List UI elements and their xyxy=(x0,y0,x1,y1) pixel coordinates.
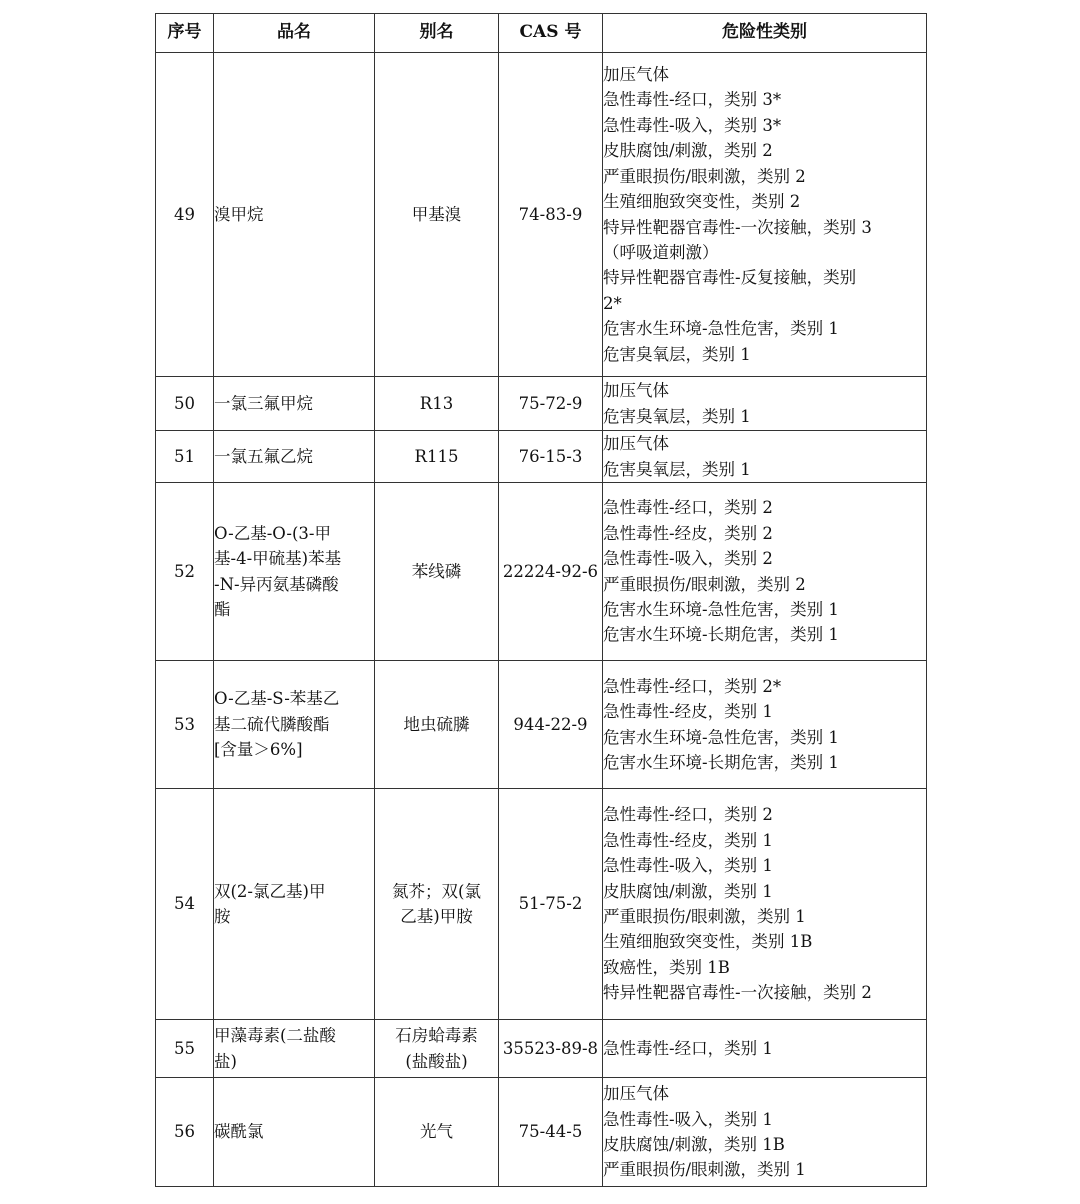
product-name-cell xyxy=(214,53,375,377)
product-name-line: O-乙基-S-苯基乙 xyxy=(214,689,340,709)
hazard-category-cell xyxy=(603,661,927,789)
product-name-line: 胺 xyxy=(214,907,231,926)
product-name-line: 碳酰氯 xyxy=(214,1122,264,1142)
header-hazard: 危险性类别 xyxy=(603,14,927,53)
hazard-category-line: 特异性靶器官毒性-反复接触，类别 xyxy=(603,268,857,288)
row-number-cell: 55 xyxy=(156,1020,214,1078)
table-row xyxy=(156,661,927,789)
hazard-category-line: 急性毒性-经皮，类别 1 xyxy=(603,702,773,722)
hazard-category-line: 危害水生环境-急性危害，类别 1 xyxy=(603,727,839,747)
product-name-cell xyxy=(214,1020,375,1078)
hazard-category-line: 危害臭氧层，类别 1 xyxy=(603,459,751,479)
product-name-line: 溴甲烷 xyxy=(214,204,264,224)
hazard-category-cell xyxy=(603,1020,927,1078)
table-row xyxy=(156,53,927,377)
row-number-cell: 54 xyxy=(156,789,214,1020)
alias-line: 地虫硫膦 xyxy=(403,714,470,734)
hazard-category-line: 急性毒性-吸入，类别 2 xyxy=(603,549,773,569)
product-name-line: 一氯五氟乙烷 xyxy=(214,446,313,466)
hazard-category-line: 皮肤腐蚀/刺激，类别 1B xyxy=(603,1135,785,1154)
cas-number-cell: 944-22-9 xyxy=(499,661,603,789)
hazard-category-line: 急性毒性-吸入，类别 1 xyxy=(603,1109,773,1129)
hazard-category-cell xyxy=(603,789,927,1020)
hazard-category-line: 急性毒性-经皮，类别 2 xyxy=(603,523,773,543)
table-row xyxy=(156,431,927,483)
product-name-line: 基-4-甲硫基)苯基 xyxy=(214,549,342,569)
product-name-cell xyxy=(214,483,375,661)
product-name-line: 酯 xyxy=(214,599,231,619)
hazard-category-line: 2* xyxy=(603,293,622,313)
cas-number-cell: 74-83-9 xyxy=(499,53,603,377)
table-row xyxy=(156,789,927,1020)
table-row xyxy=(156,1078,927,1187)
alias-line: 乙基)甲胺 xyxy=(400,907,473,926)
alias-cell xyxy=(375,661,499,789)
cas-number-cell: 51-75-2 xyxy=(499,789,603,1020)
hazard-category-line: 急性毒性-吸入，类别 3* xyxy=(603,115,782,135)
table-body xyxy=(156,53,927,1187)
product-name-line: 一氯三氟甲烷 xyxy=(214,393,313,413)
product-name-cell xyxy=(214,377,375,431)
hazard-category-line: 加压气体 xyxy=(603,1084,669,1104)
hazard-category-line: 急性毒性-经口，类别 1 xyxy=(603,1038,773,1058)
alias-cell xyxy=(375,789,499,1020)
hazard-category-line: 特异性靶器官毒性-一次接触，类别 3 xyxy=(603,217,872,237)
hazard-category-line: 致癌性，类别 1B xyxy=(603,957,730,977)
hazard-category-cell xyxy=(603,483,927,661)
product-name-line: O-乙基-O-(3-甲 xyxy=(214,523,331,543)
table-row xyxy=(156,483,927,661)
hazard-category-line: 急性毒性-经口，类别 2 xyxy=(603,498,773,518)
row-number-cell: 56 xyxy=(156,1078,214,1187)
hazard-category-line: 急性毒性-经口，类别 3* xyxy=(603,90,782,110)
alias-cell xyxy=(375,53,499,377)
hazard-category-line: 危害水生环境-急性危害，类别 1 xyxy=(603,319,839,339)
row-number-cell: 50 xyxy=(156,377,214,431)
alias-cell xyxy=(375,483,499,661)
alias-line: 石房蛤毒素 xyxy=(395,1026,478,1046)
alias-cell xyxy=(375,1078,499,1187)
hazard-category-line: 加压气体 xyxy=(603,65,669,85)
product-name-line: 盐) xyxy=(214,1051,237,1071)
header-row xyxy=(156,14,927,53)
cas-number-cell: 75-72-9 xyxy=(499,377,603,431)
hazard-category-cell xyxy=(603,53,927,377)
cas-number-cell: 35523-89-8 xyxy=(499,1020,603,1078)
row-number-cell: 51 xyxy=(156,431,214,483)
hazard-category-line: 急性毒性-经口，类别 2* xyxy=(603,676,782,696)
hazard-category-line: 加压气体 xyxy=(603,434,669,454)
hazard-category-line: 急性毒性-经口，类别 2 xyxy=(603,805,773,825)
hazard-category-cell xyxy=(603,431,927,483)
header-cas: CAS 号 xyxy=(499,14,603,53)
product-name-line: 双(2-氯乙基)甲 xyxy=(214,881,326,901)
alias-line: 氮芥；双(氯 xyxy=(392,881,481,901)
hazard-category-line: 严重眼损伤/眼刺激，类别 2 xyxy=(603,574,806,594)
hazard-category-line: 严重眼损伤/眼刺激，类别 2 xyxy=(603,166,806,186)
hazard-chemicals-table xyxy=(155,13,927,1187)
hazard-category-line: 加压气体 xyxy=(603,381,669,401)
alias-line: 光气 xyxy=(420,1122,453,1142)
product-name-line: 甲藻毒素(二盐酸 xyxy=(214,1026,336,1046)
hazard-category-line: 危害水生环境-急性危害，类别 1 xyxy=(603,599,839,619)
product-name-cell xyxy=(214,1078,375,1187)
product-name-line: 基二硫代膦酸酯 xyxy=(214,714,330,734)
alias-line: (盐酸盐) xyxy=(405,1051,468,1071)
hazard-category-line: 危害臭氧层，类别 1 xyxy=(603,406,751,426)
cas-number-cell: 75-44-5 xyxy=(499,1078,603,1187)
product-name-cell xyxy=(214,789,375,1020)
alias-line: R13 xyxy=(419,393,454,413)
alias-cell xyxy=(375,431,499,483)
hazard-category-line: 特异性靶器官毒性-一次接触，类别 2 xyxy=(603,983,872,1003)
cas-number-cell: 22224-92-6 xyxy=(499,483,603,661)
hazard-category-line: 皮肤腐蚀/刺激，类别 2 xyxy=(603,141,773,161)
header-name: 品名 xyxy=(214,14,375,53)
alias-line: 苯线磷 xyxy=(411,561,462,581)
alias-cell xyxy=(375,377,499,431)
hazard-category-line: 严重眼损伤/眼刺激，类别 1 xyxy=(603,907,806,926)
hazard-category-line: 皮肤腐蚀/刺激，类别 1 xyxy=(603,881,773,901)
hazard-category-line: 严重眼损伤/眼刺激，类别 1 xyxy=(603,1160,806,1180)
alias-cell xyxy=(375,1020,499,1078)
alias-line: 甲基溴 xyxy=(411,204,462,224)
table-row xyxy=(156,377,927,431)
alias-line: R115 xyxy=(414,446,459,466)
hazard-category-line: （呼吸道刺激） xyxy=(603,242,719,262)
product-name-cell xyxy=(214,431,375,483)
hazard-category-line: 急性毒性-吸入，类别 1 xyxy=(603,856,773,876)
hazard-category-cell xyxy=(603,377,927,431)
table-row xyxy=(156,1020,927,1078)
row-number-cell: 52 xyxy=(156,483,214,661)
hazard-category-line: 危害水生环境-长期危害，类别 1 xyxy=(603,625,839,645)
product-name-line: -N-异丙氨基磷酸 xyxy=(214,574,339,594)
hazard-category-cell xyxy=(603,1078,927,1187)
hazard-category-line: 危害臭氧层，类别 1 xyxy=(603,344,751,364)
table-header xyxy=(156,14,927,53)
product-name-line: [含量＞6%] xyxy=(214,740,303,760)
row-number-cell: 49 xyxy=(156,53,214,377)
row-number-cell: 53 xyxy=(156,661,214,789)
hazard-category-line: 危害水生环境-长期危害，类别 1 xyxy=(603,752,839,772)
hazard-category-line: 生殖细胞致突变性，类别 1B xyxy=(603,932,813,952)
header-no: 序号 xyxy=(156,14,214,53)
cas-number-cell: 76-15-3 xyxy=(499,431,603,483)
hazard-category-line: 生殖细胞致突变性，类别 2 xyxy=(603,192,801,212)
product-name-cell xyxy=(214,661,375,789)
header-alias: 别名 xyxy=(375,14,499,53)
hazard-category-line: 急性毒性-经皮，类别 1 xyxy=(603,830,773,850)
